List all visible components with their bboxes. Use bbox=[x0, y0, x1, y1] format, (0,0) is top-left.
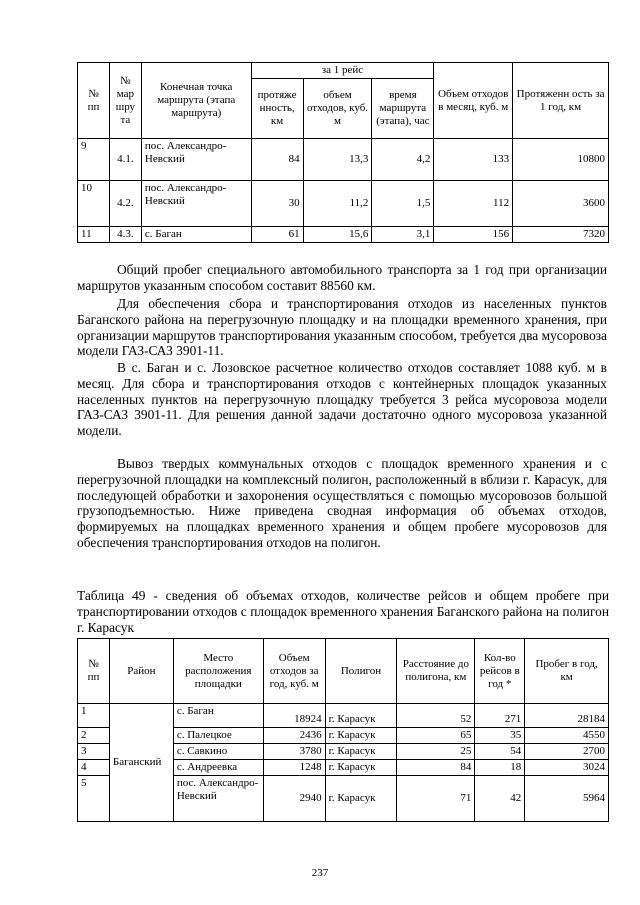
cell-num: 10 bbox=[78, 181, 110, 227]
landfill-transport-table bbox=[77, 638, 609, 822]
cell-mileage: 3024 bbox=[525, 760, 609, 776]
paragraph-removal-to-landfill: Вывоз твердых коммунальных отходов с площадок временного хранения и с перегрузочной площадки на комплексный полигон, расположенный в вблизи г. Карасук, для последующей обработки и захоронения осуществляться с помощью мусоровозов большой грузоподъемностью. Ниже приведена сводная информация об объемах отходов, формируемых на площадках временного хранения и общем пробеге мусоровозов для обеспечения транспортирования отходов на полигон. bbox=[77, 456, 607, 550]
cell-time: 3,1 bbox=[372, 227, 434, 243]
cell-volume: 18924 bbox=[263, 704, 325, 728]
cell-monthly: 112 bbox=[434, 181, 513, 227]
cell-mileage: 2700 bbox=[525, 744, 609, 760]
header-route-num: № мар шру та bbox=[109, 63, 141, 139]
cell-endpoint: пос. Александро-Невский bbox=[141, 139, 251, 181]
cell-volume: 1248 bbox=[263, 760, 325, 776]
header-annual-length: Протяженн ость за 1 год, км bbox=[513, 63, 609, 139]
cell-trips: 54 bbox=[475, 744, 525, 760]
cell-num: 5 bbox=[78, 776, 110, 822]
cell-landfill: г. Карасук bbox=[325, 704, 397, 728]
cell-num: 4 bbox=[78, 760, 110, 776]
cell-time: 1,5 bbox=[372, 181, 434, 227]
cell-distance: 84 bbox=[397, 760, 475, 776]
cell-length: 61 bbox=[251, 227, 303, 243]
cell-trips: 271 bbox=[475, 704, 525, 728]
cell-location: с. Савкино bbox=[173, 744, 263, 760]
cell-mileage: 28184 bbox=[525, 704, 609, 728]
header-num: № пп bbox=[78, 639, 110, 704]
cell-route: 4.1. bbox=[109, 139, 141, 181]
cell-volume: 13,3 bbox=[303, 139, 372, 181]
cell-annual: 7320 bbox=[513, 227, 609, 243]
cell-num: 2 bbox=[78, 728, 110, 744]
table-row bbox=[78, 227, 609, 243]
cell-location: с. Баган bbox=[173, 704, 263, 728]
paragraph-trucks-required: Для обеспечения сбора и транспортирования отходов из населенных пунктов Баганского района на перегрузочную площадку и на площадки временного хранения, при организации маршрутов транспортирования указанным способом, требуется два мусоровоза модели ГАЗ-САЗ 3901-11. bbox=[77, 296, 607, 359]
cell-endpoint: пос. Александро-Невский bbox=[141, 181, 251, 227]
cell-volume: 11,2 bbox=[303, 181, 372, 227]
header-length: протяже нность, км bbox=[251, 79, 303, 139]
header-per-trip: за 1 рейс bbox=[251, 63, 434, 79]
header-mileage: Пробег в год, км bbox=[525, 639, 609, 704]
routes-table bbox=[77, 62, 609, 243]
cell-volume: 3780 bbox=[263, 744, 325, 760]
cell-mileage: 5964 bbox=[525, 776, 609, 822]
cell-landfill: г. Карасук bbox=[325, 760, 397, 776]
page-number: 237 bbox=[311, 867, 329, 879]
cell-num: 3 bbox=[78, 744, 110, 760]
header-volume: объем отходов, куб. м bbox=[303, 79, 372, 139]
header-time: время маршрута (этапа), час bbox=[372, 79, 434, 139]
cell-distance: 25 bbox=[397, 744, 475, 760]
cell-landfill: г. Карасук bbox=[325, 744, 397, 760]
header-distance: Расстояние до полигона, км bbox=[397, 639, 475, 704]
cell-distance: 52 bbox=[397, 704, 475, 728]
table-row bbox=[78, 139, 609, 181]
cell-num: 9 bbox=[78, 139, 110, 181]
table-caption: Таблица 49 - сведения об объемах отходов, количестве рейсов и общем пробеге при транспортировании отходов с площадок временного хранения Баганского района на полигон г. Карасук bbox=[77, 588, 609, 635]
cell-time: 4,2 bbox=[372, 139, 434, 181]
paragraph-bagan-lozovskoe: В с. Баган и с. Лозовское расчетное количество отходов составляет 1088 куб. м в месяц. Для сбора и транспортирования отходов с контейнерных площадок указанных населенных пунктов на перегрузочную площадку требуется 3 рейса мусоровоза модели ГАЗ-САЗ 3901-11. Для решения данной задачи достаточно одного мусоровоза указанной модели. bbox=[77, 360, 607, 439]
header-district: Район bbox=[109, 639, 173, 704]
table-row bbox=[78, 704, 609, 728]
table-row bbox=[78, 181, 609, 227]
cell-monthly: 133 bbox=[434, 139, 513, 181]
header-endpoint: Конечная точка маршрута (этапа маршрута) bbox=[141, 63, 251, 139]
cell-route: 4.3. bbox=[109, 227, 141, 243]
cell-monthly: 156 bbox=[434, 227, 513, 243]
cell-length: 30 bbox=[251, 181, 303, 227]
cell-distance: 65 bbox=[397, 728, 475, 744]
cell-landfill: г. Карасук bbox=[325, 728, 397, 744]
cell-landfill: г. Карасук bbox=[325, 776, 397, 822]
cell-num: 1 bbox=[78, 704, 110, 728]
cell-mileage: 4550 bbox=[525, 728, 609, 744]
cell-volume: 2436 bbox=[263, 728, 325, 744]
paragraph-annual-mileage: Общий пробег специального автомобильного транспорта за 1 год при организации маршрутов указанным способом составит 88560 км. bbox=[77, 262, 607, 293]
cell-volume: 2940 bbox=[263, 776, 325, 822]
cell-location: с. Палецкое bbox=[173, 728, 263, 744]
header-location: Место расположения площадки bbox=[173, 639, 263, 704]
cell-trips: 35 bbox=[475, 728, 525, 744]
cell-route: 4.2. bbox=[109, 181, 141, 227]
header-monthly-volume: Объем отходов в месяц, куб. м bbox=[434, 63, 513, 139]
cell-length: 84 bbox=[251, 139, 303, 181]
cell-distance: 71 bbox=[397, 776, 475, 822]
cell-num: 11 bbox=[78, 227, 110, 243]
cell-endpoint: с. Баган bbox=[141, 227, 251, 243]
header-trips: Кол-во рейсов в год * bbox=[475, 639, 525, 704]
cell-location: с. Андреевка bbox=[173, 760, 263, 776]
cell-trips: 42 bbox=[475, 776, 525, 822]
cell-location: пос. Александро-Невский bbox=[173, 776, 263, 822]
cell-annual: 3600 bbox=[513, 181, 609, 227]
cell-volume: 15,6 bbox=[303, 227, 372, 243]
header-landfill: Полигон bbox=[325, 639, 397, 704]
cell-annual: 10800 bbox=[513, 139, 609, 181]
cell-trips: 18 bbox=[475, 760, 525, 776]
header-volume: Объем отходов за год, куб. м bbox=[263, 639, 325, 704]
header-num: № пп bbox=[78, 63, 110, 139]
cell-district: Баганский bbox=[109, 704, 173, 822]
